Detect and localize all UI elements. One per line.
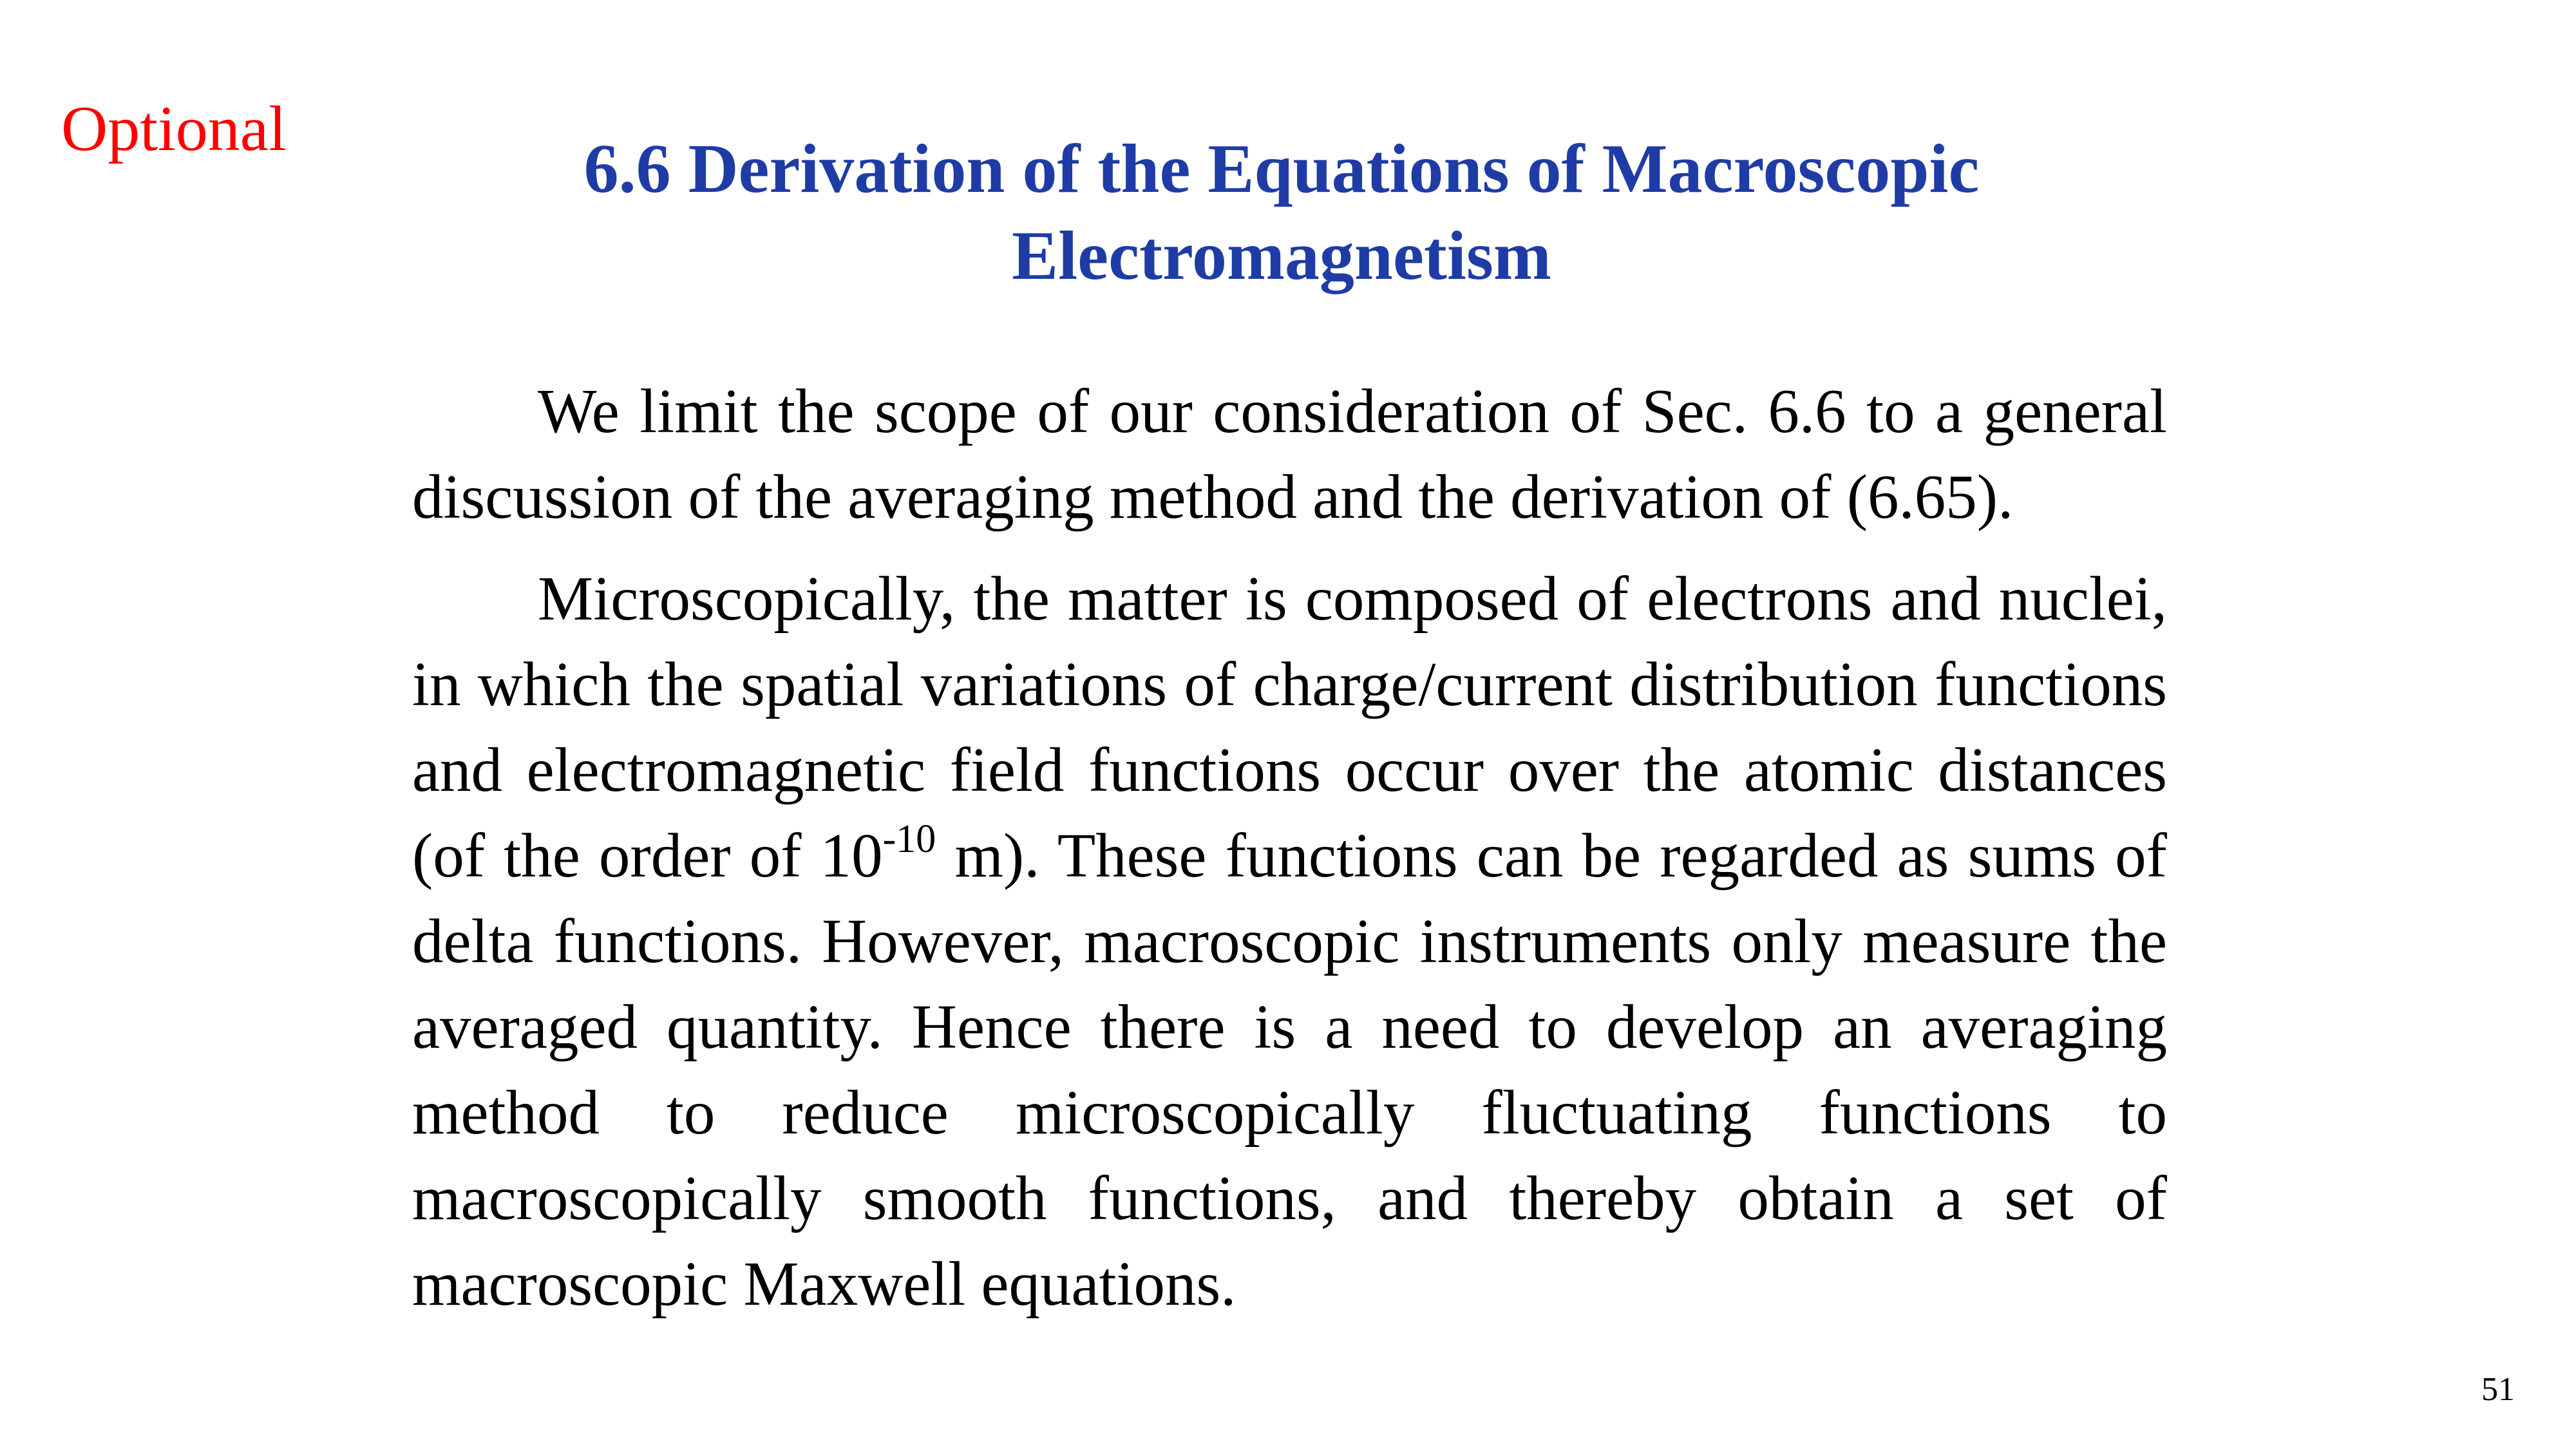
paragraph-microscopic-part-1: Microscopically, the matter is composed of electrons and nuclei, in which the spatial variations of charge/current distribution functions and electromagnetic field functions occur over the atomic distances (of the order of 10 [412,564,2167,890]
page-number: 51 [2481,1371,2515,1408]
body-text [412,368,2167,1327]
slide-title [412,126,2151,299]
exponent: -10 [882,817,936,861]
title-line-2: Electromagnetism [1012,218,1551,294]
paragraph-microscopic [412,556,2167,1327]
optional-label: Optional [61,93,287,164]
paragraph-microscopic-part-2: m). These functions can be regarded as sums of delta functions. However, macroscopic instruments only measure the averaged quantity. Hence there is a need to develop an averaging method to reduce microscopically fluctuating functions to macroscopically smooth functions, and thereby obtain a set of macroscopic Maxwell equations. [412,821,2167,1318]
paragraph-scope: We limit the scope of our consideration of Sec. 6.6 to a general discussion of the averaging method and the derivation of (6.65). [412,377,2167,531]
title-line-1: 6.6 Derivation of the Equations of Macroscopic [583,131,1980,207]
